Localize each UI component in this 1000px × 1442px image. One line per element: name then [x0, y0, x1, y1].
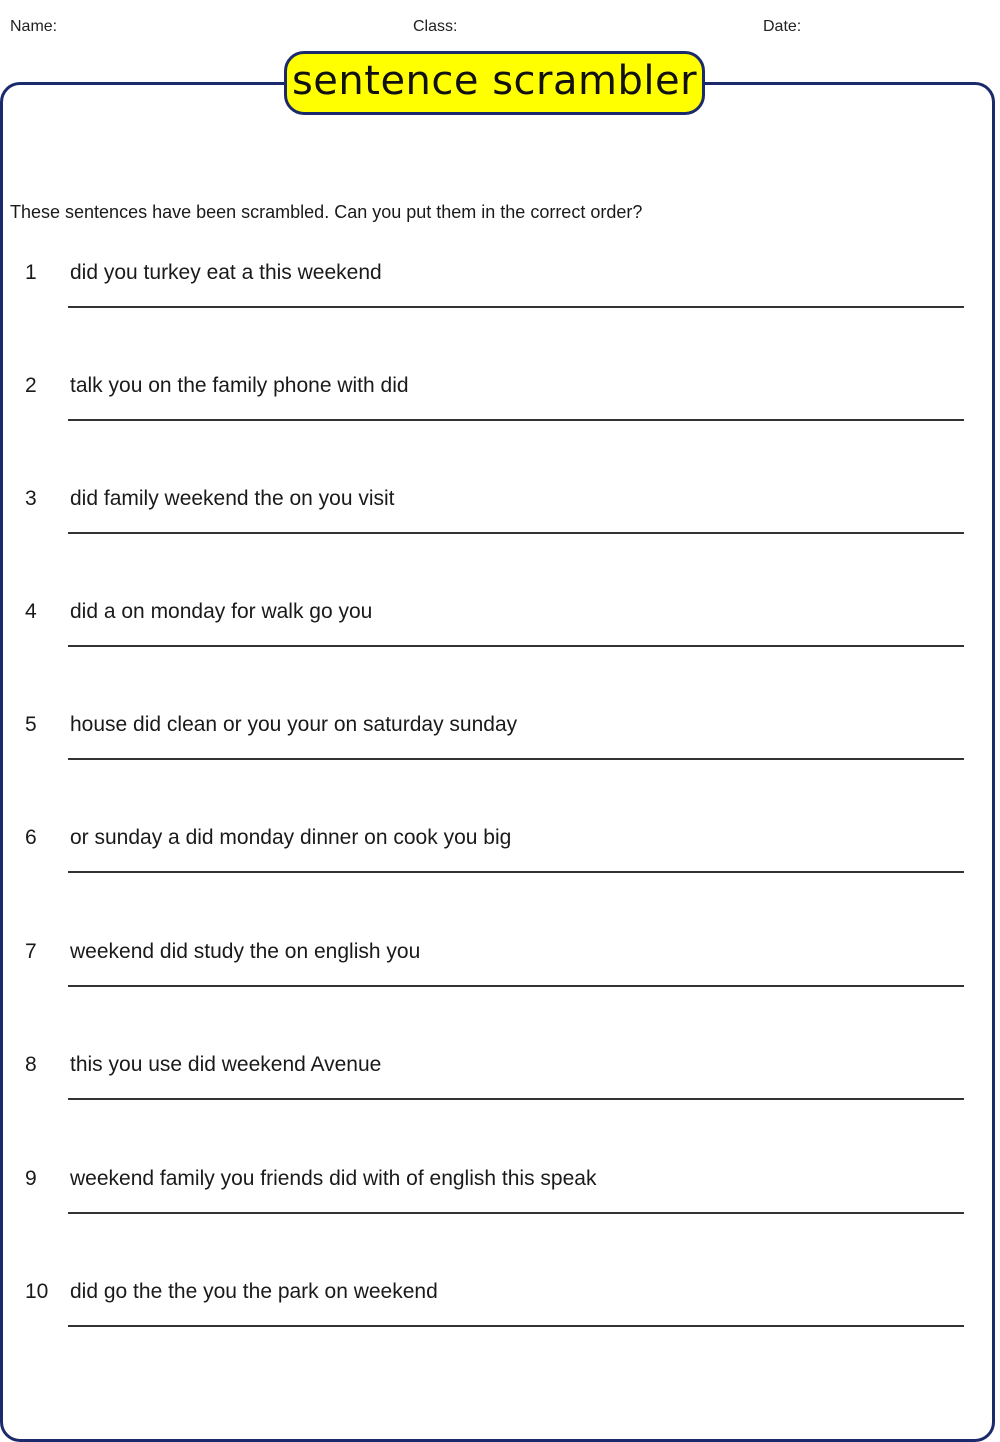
title-banner [284, 51, 705, 115]
answer-line[interactable] [68, 1212, 964, 1214]
answer-line[interactable] [68, 645, 964, 647]
scrambled-sentence: weekend family you friends did with of english this speak [70, 1167, 597, 1190]
item-number: 8 [25, 1053, 37, 1076]
scrambled-sentence: did go the the you the park on weekend [70, 1280, 438, 1303]
sentence-item [0, 600, 1000, 660]
answer-line[interactable] [68, 871, 964, 873]
answer-line[interactable] [68, 758, 964, 760]
scrambled-sentence: weekend did study the on english you [70, 940, 421, 963]
scrambled-sentence: talk you on the family phone with did [70, 374, 409, 397]
scrambled-sentence: this you use did weekend Avenue [70, 1053, 382, 1076]
item-number: 6 [25, 826, 37, 849]
item-number: 2 [25, 374, 37, 397]
scrambled-sentence: did a on monday for walk go you [70, 600, 373, 623]
sentence-item [0, 1280, 1000, 1340]
page-title: sentence scrambler [291, 58, 698, 104]
item-number: 7 [25, 940, 37, 963]
date-label: Date: [763, 18, 802, 35]
sentence-item [0, 940, 1000, 1000]
name-label: Name: [10, 18, 58, 35]
sentence-item [0, 1167, 1000, 1227]
instructions-text: These sentences have been scrambled. Can you put them in the correct order? [10, 202, 643, 222]
scrambled-sentence: house did clean or you your on saturday sunday [70, 713, 518, 736]
answer-line[interactable] [68, 419, 964, 421]
sentence-item [0, 487, 1000, 547]
answer-line[interactable] [68, 1098, 964, 1100]
answer-line[interactable] [68, 1325, 964, 1327]
item-number: 5 [25, 713, 37, 736]
item-number: 4 [25, 600, 37, 623]
class-label: Class: [413, 18, 458, 35]
item-number: 1 [25, 261, 37, 284]
item-number: 9 [25, 1167, 37, 1190]
sentence-item [0, 713, 1000, 773]
scrambled-sentence: did you turkey eat a this weekend [70, 261, 382, 284]
sentence-item [0, 374, 1000, 434]
answer-line[interactable] [68, 306, 964, 308]
item-number: 10 [25, 1280, 49, 1303]
answer-line[interactable] [68, 985, 964, 987]
sentence-item [0, 826, 1000, 886]
answer-line[interactable] [68, 532, 964, 534]
scrambled-sentence: or sunday a did monday dinner on cook you big [70, 826, 512, 849]
sentence-item [0, 261, 1000, 321]
item-number: 3 [25, 487, 37, 510]
sentence-item [0, 1053, 1000, 1113]
scrambled-sentence: did family weekend the on you visit [70, 487, 395, 510]
